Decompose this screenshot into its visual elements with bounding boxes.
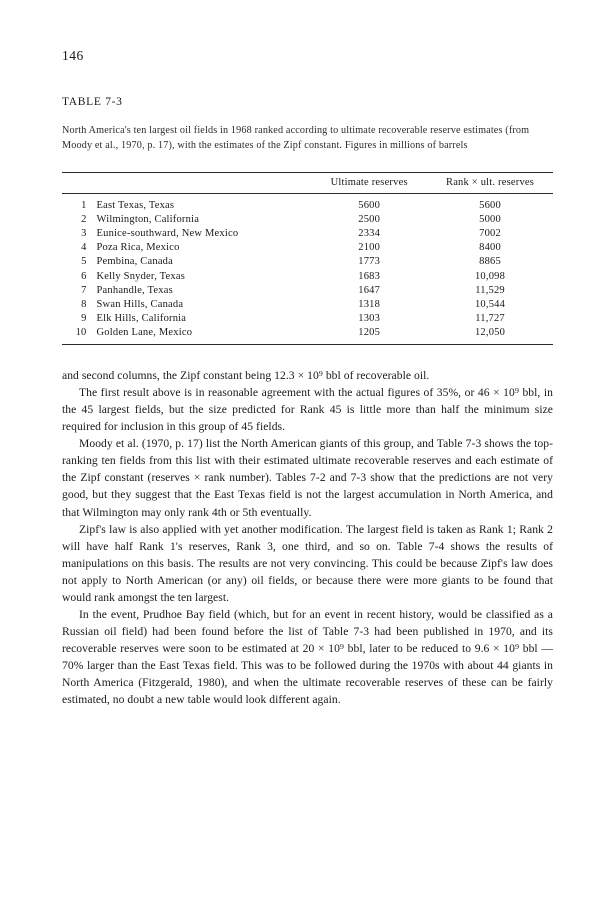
- cell-product: 10,098: [474, 270, 506, 282]
- page-number: 146: [62, 48, 84, 63]
- paragraph: In the event, Prudhoe Bay field (which, but for an event in recent history, would be classified as a Russian oil field) had been found before the list of Table 7-3 had been published in 1970, and its recoverable reserves were soon to be estimated at 20 × 10⁹ bbl, later to be reduced to 9.6 × 10⁹ bbl — 70% larger than the East Texas field. This was to be followed during the 1970s with about 44 giants in North America (Fitzgerald, 1980), and when the ultimate recoverable reserves of these can be fairly estimated, no doubt a new table would look different again.: [62, 607, 553, 706]
- cell-rank: 7: [81, 284, 87, 296]
- column-header-rank: [62, 172, 97, 193]
- cell-field: Elk Hills, California: [96, 313, 187, 325]
- cell-product: 7002: [479, 227, 501, 239]
- cell-ultimate: 1303: [358, 313, 381, 325]
- cell-product: 5600: [479, 199, 501, 211]
- cell-rank: 2: [81, 213, 87, 225]
- cell-rank: 1: [81, 199, 87, 211]
- table-row: [62, 193, 553, 212]
- paragraph: Zipf's law is also applied with yet another modification. The largest field is taken as Rank 1; Rank 2 will have half Rank 1's reserves, Rank 3, one third, and so on. Table 7-4 shows the results of manipulations on this basis. The results are not very convincing. This could be because Zipf's law does not apply to North American (or any) oil fields, or because there were more giants to be found that would rank amongst the ten largest.: [62, 522, 553, 604]
- cell-rank: 3: [81, 227, 87, 239]
- cell-rank: 6: [81, 270, 87, 282]
- body-text: [62, 367, 553, 708]
- table-row: [62, 311, 553, 325]
- cell-field: East Texas, Texas: [96, 199, 175, 211]
- cell-product: 5000: [479, 213, 501, 225]
- cell-field: Swan Hills, Canada: [96, 298, 184, 310]
- cell-ultimate: 1647: [358, 284, 381, 296]
- cell-field: Poza Rica, Mexico: [96, 242, 180, 254]
- cell-rank: 5: [81, 256, 87, 268]
- table-row: [62, 241, 553, 255]
- cell-rank: 10: [75, 327, 87, 339]
- cell-ultimate: 5600: [358, 199, 381, 211]
- cell-product: 11,727: [475, 313, 505, 325]
- cell-rank: 4: [81, 242, 87, 254]
- paragraph: and second columns, the Zipf constant being 12.3 × 10⁹ bbl of recoverable oil.: [62, 369, 430, 383]
- cell-ultimate: 2334: [358, 227, 381, 239]
- table-row: [62, 326, 553, 345]
- cell-product: 12,050: [474, 327, 506, 339]
- table-body: [62, 193, 553, 344]
- column-header-ultimate-reserves: Ultimate reserves: [311, 172, 427, 193]
- cell-field: Golden Lane, Mexico: [96, 327, 193, 339]
- column-header-field: [97, 172, 312, 193]
- oil-fields-table: [62, 172, 553, 345]
- table-bottom-rule: [62, 344, 553, 345]
- cell-field: Kelly Snyder, Texas: [96, 270, 185, 282]
- cell-rank: 9: [81, 313, 87, 325]
- cell-field: Eunice-southward, New Mexico: [96, 227, 239, 239]
- table-row: [62, 283, 553, 297]
- cell-product: 10,544: [474, 298, 506, 310]
- column-header-rank-x-ult-reserves: Rank × ult. reserves: [427, 172, 553, 193]
- cell-ultimate: 1205: [358, 327, 381, 339]
- table-row: [62, 226, 553, 240]
- cell-ultimate: 2500: [358, 213, 381, 225]
- cell-field: Pembina, Canada: [96, 256, 173, 268]
- table-caption: North America's ten largest oil fields in 1968 ranked according to ultimate recoverable reserve estimates (from Moody et al., 1970, p. 17), with the estimates of the Zipf constant. Figures in millions of barrels: [62, 125, 530, 151]
- cell-rank: 8: [81, 298, 87, 310]
- table-row: [62, 269, 553, 283]
- cell-product: 8865: [479, 256, 501, 268]
- table-row: [62, 297, 553, 311]
- table-header: [62, 172, 553, 193]
- cell-ultimate: 1318: [358, 298, 381, 310]
- cell-ultimate: 1683: [358, 270, 381, 282]
- table-label: TABLE 7-3: [62, 96, 123, 108]
- paragraph: The first result above is in reasonable agreement with the actual figures of 35%, or 46 × 10⁹ bbl, in the 45 largest fields, but the size predicted for Rank 45 is little more than half the minimum size required for inclusion in this group of 45 fields.: [62, 386, 553, 434]
- cell-ultimate: 2100: [358, 242, 381, 254]
- cell-field: Wilmington, California: [96, 213, 200, 225]
- cell-ultimate: 1773: [358, 256, 381, 268]
- paragraph: Moody et al. (1970, p. 17) list the North American giants of this group, and Table 7-3 shows the top-ranking ten fields from this list with their estimated ultimate recoverable reserves and each estimate of the Zipf constant (reserves × rank number). Tables 7-2 and 7-3 show that the predictions are not very good, but they suggest that the East Texas field is not the largest accumulation in North America, and that Wilmington may only rank 4th or 5th eventually.: [62, 437, 553, 519]
- cell-field: Panhandle, Texas: [96, 284, 173, 296]
- cell-product: 11,529: [475, 284, 505, 296]
- table-row: [62, 255, 553, 269]
- cell-product: 8400: [479, 242, 501, 254]
- table-row: [62, 212, 553, 226]
